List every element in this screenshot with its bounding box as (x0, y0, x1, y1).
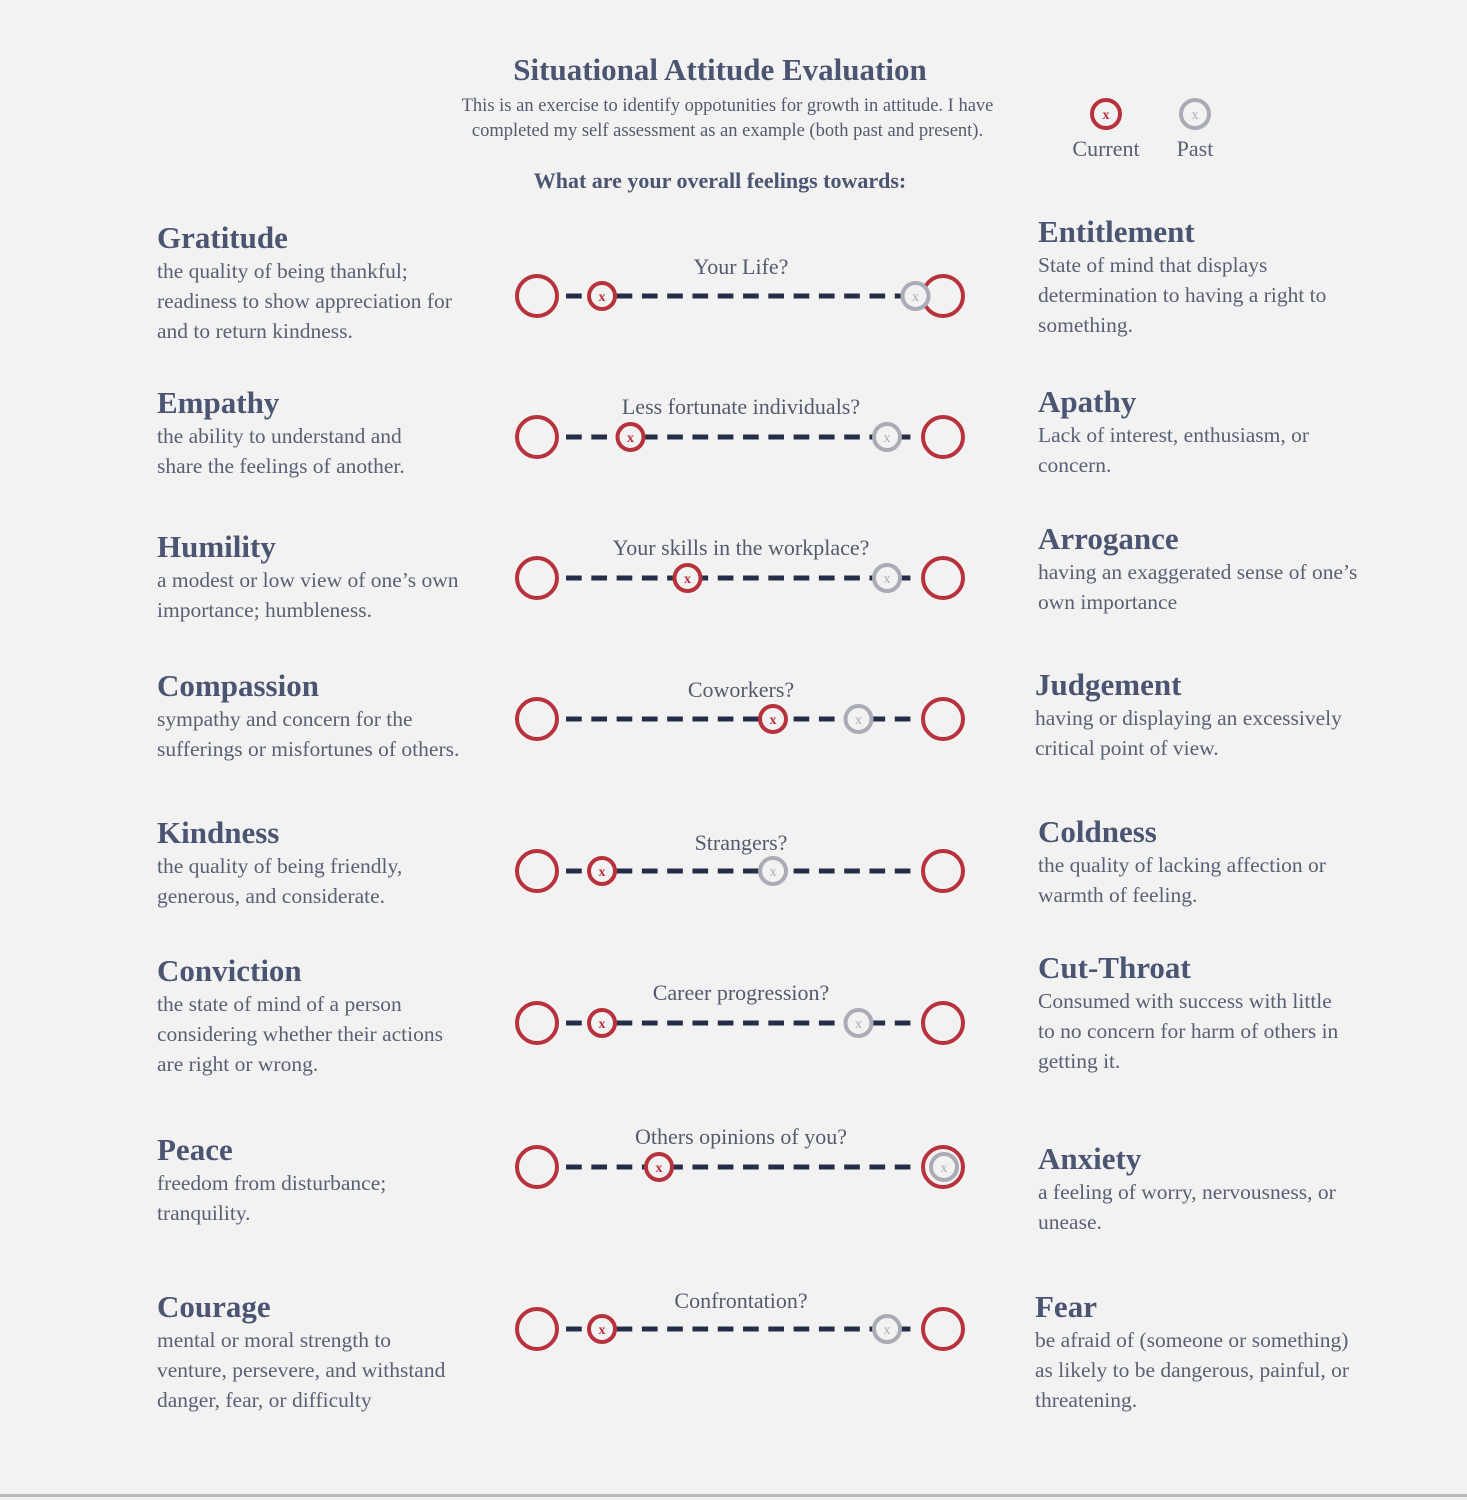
scale-dash (768, 576, 784, 581)
scale-dash (794, 435, 810, 440)
scale-dash (844, 294, 860, 299)
scale-dash (819, 576, 835, 581)
scale-dash (617, 717, 633, 722)
scale-dash (642, 576, 658, 581)
negative-term-block (1038, 521, 1438, 617)
scale-dash (718, 717, 734, 722)
negative-term-definition (1035, 703, 1435, 763)
scale-dash (895, 717, 911, 722)
scale-dash (591, 435, 607, 440)
definition-line: mental or moral strength to (157, 1328, 392, 1352)
past-marker-glyph: x (769, 865, 777, 880)
current-marker (589, 283, 615, 309)
positive-term-name: Courage (157, 1289, 271, 1324)
current-marker-glyph: x (1102, 108, 1110, 123)
prompt-heading: What are your overall feelings towards: (533, 168, 907, 193)
scale-dash (895, 869, 911, 874)
scale-question: Confrontation? (674, 1288, 808, 1313)
definition-line: sufferings or misfortunes of others. (157, 737, 460, 761)
current-marker-glyph: x (655, 1161, 663, 1176)
past-marker-glyph: x (940, 1161, 948, 1176)
past-marker (846, 1010, 872, 1036)
scale-dash (692, 1165, 708, 1170)
definition-line: the quality of being friendly, (157, 854, 403, 878)
scale-dash (819, 1165, 835, 1170)
past-marker-glyph: x (855, 1017, 862, 1032)
negative-term-block (1038, 384, 1438, 480)
scale-dash (794, 717, 810, 722)
negative-term-name: Arrogance (1038, 521, 1179, 556)
scale-dash (743, 869, 759, 874)
scale-dash (794, 1165, 810, 1170)
bottom-divider (0, 1494, 1467, 1497)
negative-term-name: Fear (1035, 1289, 1097, 1324)
definition-line: a feeling of worry, nervousness, or (1038, 1180, 1336, 1204)
scale-left-end[interactable] (517, 1003, 557, 1043)
scale-dash (642, 869, 658, 874)
negative-term-block (1038, 214, 1438, 340)
negative-term-name: Entitlement (1038, 214, 1195, 249)
negative-term-definition (1038, 1177, 1438, 1237)
definition-line: the state of mind of a person (157, 992, 402, 1016)
negative-term-definition (1038, 850, 1438, 910)
scale-dash (718, 576, 734, 581)
scale-dash (895, 1021, 911, 1026)
attitude-scale (510, 1139, 972, 1195)
scale-dash (667, 1327, 683, 1332)
scale-dash (667, 717, 683, 722)
scale-dash (692, 717, 708, 722)
positive-term-block (157, 815, 517, 911)
negative-term-block (1038, 814, 1438, 910)
scale-dash (869, 1165, 885, 1170)
positive-term-definition (157, 1168, 517, 1228)
scale-dash (819, 717, 835, 722)
negative-term-definition (1035, 1325, 1435, 1415)
scale-dash (819, 435, 835, 440)
scale-dash (844, 869, 860, 874)
definition-line: the quality of being thankful; (157, 259, 408, 283)
scale-dash (642, 717, 658, 722)
scale-dash (566, 576, 582, 581)
definition-line: warmth of feeling. (1038, 883, 1198, 907)
attitude-scale (510, 1301, 972, 1357)
scale-question: Your skills in the workplace? (612, 535, 870, 560)
scale-dash (895, 1165, 911, 1170)
scale-dash (844, 576, 860, 581)
scale-dash (667, 435, 683, 440)
scale-right-end[interactable] (923, 417, 963, 457)
attitude-scale (510, 995, 972, 1051)
scale-question: Less fortunate individuals? (621, 394, 861, 419)
legend-past-label: Past (1176, 136, 1214, 161)
subtitle-line-2: completed my self assessment as an example (both past and present). (471, 121, 984, 141)
scale-right-end[interactable] (923, 699, 963, 739)
definition-line: critical point of view. (1035, 736, 1219, 760)
scale-dash (743, 576, 759, 581)
past-marker (874, 1316, 900, 1342)
current-marker (589, 1010, 615, 1036)
positive-term-name: Kindness (157, 815, 280, 850)
current-marker-glyph: x (627, 431, 634, 446)
past-marker-glyph: x (883, 572, 891, 587)
negative-term-block (1038, 1141, 1438, 1237)
definition-line: freedom from disturbance; (157, 1171, 387, 1195)
scale-dash (794, 1327, 810, 1332)
scale-dash (617, 576, 633, 581)
scale-dash (819, 294, 835, 299)
scale-dash (591, 717, 607, 722)
scale-dash (768, 1165, 784, 1170)
definition-line: Lack of interest, enthusiasm, or (1038, 423, 1310, 447)
scale-dash (642, 294, 658, 299)
definition-line: generous, and considerate. (157, 884, 386, 908)
current-marker (760, 706, 786, 732)
attitude-scale (510, 409, 972, 465)
definition-line: determination to having a right to (1038, 283, 1327, 307)
current-marker-glyph: x (769, 713, 777, 728)
past-marker-glyph: x (855, 713, 862, 728)
scale-dash (869, 294, 885, 299)
scale-dash (718, 1021, 734, 1026)
scale-dash (743, 717, 759, 722)
scale-dash (566, 717, 582, 722)
current-marker-glyph: x (598, 1323, 606, 1338)
current-marker (589, 858, 615, 884)
scale-dash (667, 294, 683, 299)
negative-term-block (1038, 950, 1438, 1076)
current-marker-glyph: x (598, 290, 606, 305)
scale-dash (718, 869, 734, 874)
past-marker (903, 283, 929, 309)
scale-left-end[interactable] (517, 1147, 557, 1187)
current-marker-glyph: x (684, 572, 691, 587)
negative-term-definition (1038, 420, 1438, 480)
scale-dash (617, 869, 633, 874)
positive-term-definition (157, 704, 517, 764)
scale-dash (844, 1165, 860, 1170)
positive-term-block (157, 668, 517, 764)
definition-line: having or displaying an excessively (1035, 706, 1342, 730)
negative-term-name: Cut-Throat (1038, 950, 1191, 985)
scale-dash (819, 1021, 835, 1026)
past-marker (846, 706, 872, 732)
scale-dash (566, 435, 582, 440)
scale-dash (743, 1021, 759, 1026)
definition-line: and to return kindness. (157, 319, 353, 343)
positive-term-block (157, 953, 517, 1079)
negative-term-block (1035, 1289, 1435, 1415)
definition-line: the quality of lacking affection or (1038, 853, 1326, 877)
positive-term-definition (157, 989, 517, 1079)
past-marker-glyph: x (1191, 108, 1199, 123)
definition-line: threatening. (1035, 1388, 1138, 1412)
scale-dash (844, 435, 860, 440)
positive-term-name: Humility (157, 529, 276, 564)
past-marker (874, 565, 900, 591)
scale-question: Strangers? (694, 830, 788, 855)
scale-dash (718, 1165, 734, 1170)
definition-line: concern. (1038, 453, 1112, 477)
past-marker (874, 424, 900, 450)
scale-left-end[interactable] (517, 1309, 557, 1349)
past-marker-glyph: x (883, 1323, 891, 1338)
definition-line: considering whether their actions (157, 1022, 443, 1046)
scale-right-end[interactable] (923, 851, 963, 891)
scale-dash (617, 1021, 633, 1026)
legend-past (1145, 96, 1245, 162)
current-marker (675, 565, 701, 591)
positive-term-name: Gratitude (157, 220, 288, 255)
definition-line: importance; humbleness. (157, 598, 372, 622)
definition-line: a modest or low view of one’s own (157, 568, 459, 592)
positive-term-definition (157, 256, 517, 346)
scale-dash (819, 869, 835, 874)
scale-dash (768, 294, 784, 299)
scale-question: Others opinions of you? (634, 1124, 848, 1149)
scale-dash (692, 1327, 708, 1332)
scale-dash (768, 435, 784, 440)
scale-dash (794, 576, 810, 581)
scale-left-end[interactable] (517, 851, 557, 891)
definition-line: as likely to be dangerous, painful, or (1035, 1358, 1350, 1382)
scale-dash (692, 294, 708, 299)
scale-dash (718, 435, 734, 440)
scale-dash (667, 869, 683, 874)
negative-term-name: Apathy (1038, 384, 1137, 419)
scale-dash (743, 294, 759, 299)
definition-line: State of mind that displays (1038, 253, 1268, 277)
scale-dash (642, 1021, 658, 1026)
scale-dash (692, 435, 708, 440)
definition-line: venture, persevere, and withstand (157, 1358, 446, 1382)
negative-term-definition (1038, 557, 1438, 617)
page-subtitle (420, 94, 1035, 144)
scale-dash (566, 1327, 582, 1332)
scale-dash (718, 294, 734, 299)
scale-left-end[interactable] (517, 417, 557, 457)
past-marker (760, 858, 786, 884)
definition-line: something. (1038, 313, 1133, 337)
definition-line: Consumed with success with little (1038, 989, 1332, 1013)
current-marker (646, 1154, 672, 1180)
subtitle-line-1: This is an exercise to identify oppotunities for growth in attitude. I have (461, 96, 994, 116)
past-marker-glyph: x (883, 431, 891, 446)
scale-dash (718, 1327, 734, 1332)
scale-right-end[interactable] (923, 558, 963, 598)
scale-dash (591, 1165, 607, 1170)
attitude-scale (510, 268, 972, 324)
scale-dash (617, 1165, 633, 1170)
definition-line: getting it. (1038, 1049, 1121, 1073)
scale-right-end[interactable] (923, 1003, 963, 1043)
past-marker-icon (1177, 96, 1213, 132)
current-marker-glyph: x (598, 1017, 606, 1032)
scale-dash (566, 1021, 582, 1026)
negative-term-name: Judgement (1035, 667, 1182, 702)
positive-term-block (157, 1132, 517, 1228)
scale-question: Your Life? (693, 254, 789, 279)
current-marker-glyph: x (598, 865, 606, 880)
scale-left-end[interactable] (517, 699, 557, 739)
scale-dash (591, 576, 607, 581)
scale-dash (743, 1327, 759, 1332)
definition-line: danger, fear, or difficulty (157, 1388, 372, 1412)
positive-term-definition (157, 421, 517, 481)
scale-dash (794, 294, 810, 299)
negative-term-block (1035, 667, 1435, 763)
definition-line: own importance (1038, 590, 1178, 614)
attitude-scale (510, 843, 972, 899)
definition-line: are right or wrong. (157, 1052, 319, 1076)
legend-current (1056, 96, 1156, 162)
scale-left-end[interactable] (517, 558, 557, 598)
positive-term-name: Conviction (157, 953, 302, 988)
past-marker-glyph: x (912, 290, 919, 305)
definition-line: unease. (1038, 1210, 1102, 1234)
scale-dash (692, 869, 708, 874)
scale-dash (869, 869, 885, 874)
scale-dash (642, 1327, 658, 1332)
definition-line: having an exaggerated sense of one’s (1038, 560, 1358, 584)
scale-right-end[interactable] (923, 1309, 963, 1349)
definition-line: readiness to show appreciation for (157, 289, 452, 313)
positive-term-block (157, 385, 517, 481)
positive-term-name: Empathy (157, 385, 280, 420)
positive-term-definition (157, 565, 517, 625)
scale-dash (794, 869, 810, 874)
attitude-scale (510, 691, 972, 747)
definition-line: share the feelings of another. (157, 454, 405, 478)
negative-term-name: Coldness (1038, 814, 1157, 849)
positive-term-name: Compassion (157, 668, 319, 703)
scale-question: Career progression? (652, 980, 830, 1005)
positive-term-block (157, 1289, 517, 1415)
positive-term-block (157, 220, 517, 346)
scale-dash (617, 294, 633, 299)
positive-term-block (157, 529, 517, 625)
scale-dash (768, 1021, 784, 1026)
definition-line: to no concern for harm of others in (1038, 1019, 1339, 1043)
negative-term-definition (1038, 986, 1438, 1076)
definition-line: the ability to understand and (157, 424, 402, 448)
negative-term-definition (1038, 250, 1438, 340)
scale-question: Coworkers? (687, 677, 795, 702)
scale-dash (794, 1021, 810, 1026)
scale-dash (566, 294, 582, 299)
definition-line: sympathy and concern for the (157, 707, 413, 731)
scale-dash (819, 1327, 835, 1332)
scale-left-end[interactable] (517, 276, 557, 316)
scale-dash (844, 1327, 860, 1332)
scale-dash (617, 1327, 633, 1332)
scale-dash (743, 1165, 759, 1170)
negative-term-name: Anxiety (1038, 1141, 1142, 1176)
positive-term-definition (157, 1325, 517, 1415)
scale-dash (768, 1327, 784, 1332)
scale-dash (743, 435, 759, 440)
page-title: Situational Attitude Evaluation (513, 52, 927, 87)
scale-dash (692, 1021, 708, 1026)
current-marker-icon (1088, 96, 1124, 132)
definition-line: be afraid of (someone or something) (1035, 1328, 1349, 1352)
definition-line: tranquility. (157, 1201, 251, 1225)
attitude-scale (510, 550, 972, 606)
scale-dash (566, 1165, 582, 1170)
current-marker (618, 424, 644, 450)
past-marker (931, 1154, 957, 1180)
legend-current-label: Current (1072, 136, 1140, 161)
scale-dash (566, 869, 582, 874)
positive-term-definition (157, 851, 517, 911)
scale-dash (667, 1021, 683, 1026)
current-marker (589, 1316, 615, 1342)
positive-term-name: Peace (157, 1132, 233, 1167)
